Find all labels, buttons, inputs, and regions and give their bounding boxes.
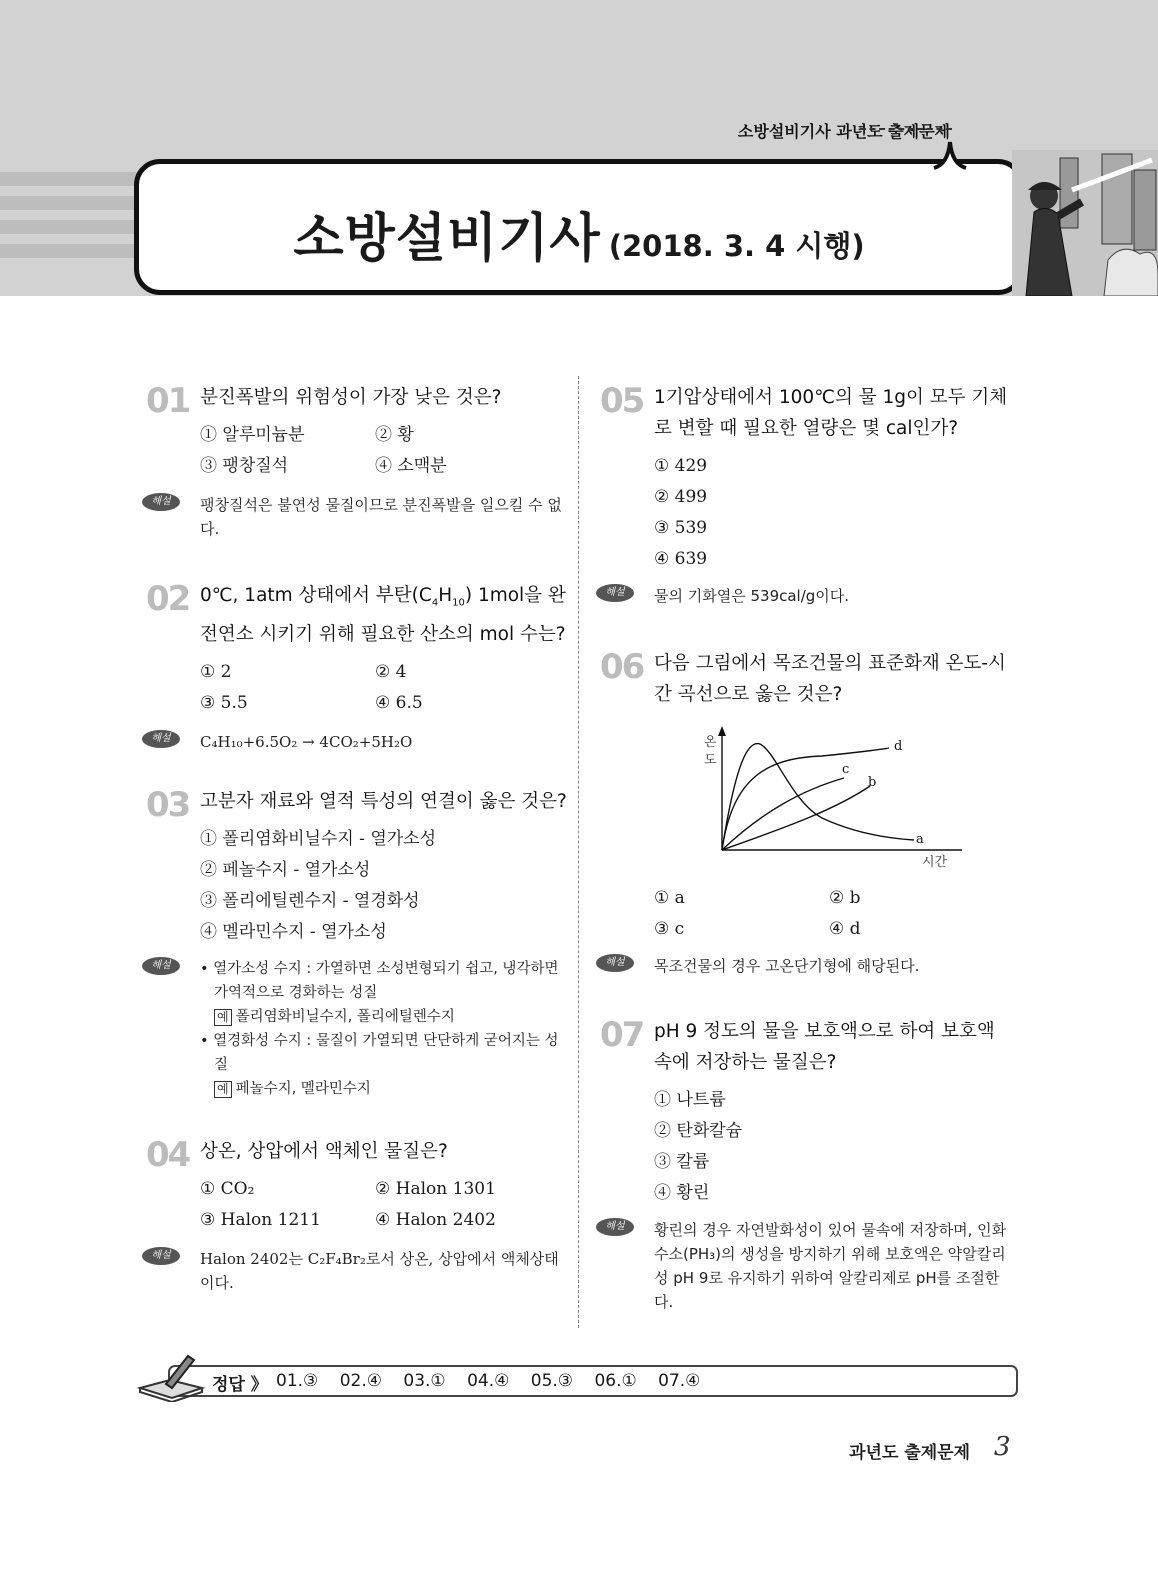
- question-number: 06: [600, 647, 644, 687]
- option: ④ 639: [654, 549, 708, 569]
- answer-item: 03.①: [403, 1371, 446, 1391]
- option: ② b: [829, 888, 861, 908]
- chart-ylabel-bottom: 도: [704, 753, 717, 768]
- explanation-text: 팽창질석은 불연성 물질이므로 분진폭발을 일으킬 수 없다.: [200, 496, 562, 538]
- explanation: [151, 957, 570, 1101]
- question-number: 03: [146, 785, 190, 825]
- option: ② 499: [654, 487, 708, 507]
- question-number: 04: [146, 1135, 190, 1175]
- explanation-badge-icon: 해설: [142, 493, 180, 511]
- options: [654, 454, 1014, 572]
- question-text: pH 9 정도의 물을 보호액으로 하여 보호액 속에 저장하는 물질은?: [654, 1021, 995, 1073]
- curve-a: [722, 744, 914, 850]
- option: ③ 팽창질석: [200, 456, 289, 476]
- explanation: [605, 954, 1014, 978]
- option: ④ d: [829, 919, 861, 939]
- curve-label-c: c: [842, 762, 850, 777]
- explanation-badge-icon: 해설: [142, 957, 180, 975]
- header-stripe: [0, 244, 140, 258]
- answer-item: 07.④: [658, 1371, 701, 1391]
- example-text: 페놀수지, 멜라민수지: [235, 1081, 371, 1097]
- question-text: 다음 그림에서 목조건물의 표준화재 온도-시간 곡선으로 옳은 것은?: [654, 653, 1006, 705]
- explanation: [605, 584, 1014, 608]
- title-main: 소방설비기사: [293, 209, 601, 269]
- explanation-badge-icon: 해설: [142, 730, 180, 748]
- answer-item: 06.①: [594, 1371, 637, 1391]
- question-subscript: 10: [452, 597, 465, 609]
- header-stripe: [0, 172, 150, 186]
- option: ① 2: [200, 661, 232, 682]
- question-text: 상온, 상압에서 액체인 물질은?: [200, 1141, 448, 1162]
- option: ② Halon 1301: [375, 1179, 496, 1199]
- option: ④ 소맥분: [375, 456, 447, 476]
- explanation: [151, 1247, 570, 1295]
- answer-label: 정답 》: [212, 1375, 268, 1395]
- example-mark: 예: [214, 1081, 232, 1098]
- explanation-text: 물의 기화열은 539cal/g이다.: [654, 587, 850, 605]
- title-sub: (2018. 3. 4 시행): [608, 229, 865, 263]
- question-text-part: 0℃, 1atm 상태에서 부탄(C: [200, 585, 432, 606]
- option: ① 429: [654, 456, 708, 476]
- option: ① 폴리염화비닐수지 - 열가소성: [200, 829, 437, 849]
- explanation-bullet: • 열경화성 수지 : 물질이 가열되면 단단하게 굳어지는 성질: [200, 1033, 559, 1073]
- curve-label-a: a: [916, 832, 924, 847]
- title-box: [134, 159, 1024, 295]
- curve-b: [722, 786, 870, 850]
- question-number: 05: [600, 381, 644, 421]
- explanation: [151, 730, 570, 754]
- explanation-text: 황린의 경우 자연발화성이 있어 물속에 저장하며, 인화수소(PH₃)의 생성을 방지하기 위해 보호액은 약알칼리성 pH 9로 유지하기 위하여 알칼리제로 pH를 조절한다.: [654, 1221, 1007, 1311]
- explanation-badge-icon: 해설: [596, 1218, 634, 1236]
- answer-item: 02.④: [339, 1371, 382, 1391]
- curve-c: [722, 778, 844, 850]
- answer-item: 01.③: [276, 1371, 319, 1391]
- question-text: 분진폭발의 위험성이 가장 낮은 것은?: [200, 387, 502, 408]
- question-text: 고분자 재료와 열적 특성의 연결이 옳은 것은?: [200, 791, 567, 812]
- option: ① 나트륨: [654, 1090, 726, 1110]
- explanation-text: Halon 2402는 C₂F₄Br₂로서 상온, 상압에서 액체상태이다.: [200, 1250, 559, 1292]
- question-text-part: H: [438, 585, 453, 606]
- book-pencil-icon: [136, 1350, 206, 1402]
- answer-item: 05.③: [530, 1371, 574, 1391]
- option: ③ 5.5: [200, 692, 248, 713]
- explanation-badge-icon: 해설: [142, 1247, 180, 1265]
- curve-label-b: b: [868, 775, 877, 790]
- explanation: [605, 1218, 1014, 1314]
- option: ④ 황린: [654, 1183, 710, 1203]
- column-divider: [578, 376, 579, 1328]
- option: ② 탄화칼슘: [654, 1121, 743, 1141]
- explanation-badge-icon: 해설: [596, 954, 634, 972]
- curve-label-d: d: [894, 739, 903, 754]
- caption-dashed-line: [860, 128, 952, 130]
- explanation-text: 목조건물의 경우 고온단기형에 해당된다.: [654, 957, 920, 975]
- option: ④ 멜라민수지 - 열가소성: [200, 922, 387, 942]
- explanation-text: C₄H₁₀+6.5O₂ → 4CO₂+5H₂O: [200, 732, 413, 751]
- y-axis-arrow-icon: [718, 726, 726, 736]
- page-title: [139, 196, 1019, 271]
- header-stripe: [0, 220, 140, 234]
- option: ③ c: [654, 919, 685, 939]
- question-number: 02: [146, 579, 190, 619]
- question-subscript: 4: [431, 597, 439, 609]
- example-mark: 예: [214, 1009, 232, 1026]
- curve-d: [722, 748, 888, 850]
- option: ③ Halon 1211: [200, 1210, 321, 1230]
- temperature-time-chart: [692, 722, 972, 872]
- chart-ylabel-top: 온: [704, 735, 717, 750]
- options: [200, 1177, 570, 1233]
- example-text: 폴리염화비닐수지, 폴리에틸렌수지: [235, 1009, 455, 1025]
- option: ① CO₂: [200, 1179, 255, 1199]
- question-text: 1기압상태에서 100℃의 물 1g이 모두 기체로 변할 때 필요한 열량은 몇 cal인가?: [654, 387, 1008, 439]
- option: ① a: [654, 888, 685, 908]
- answer-list: [276, 1371, 714, 1391]
- question-06-options: [605, 886, 1014, 978]
- option: ④ Halon 2402: [375, 1210, 496, 1230]
- page-number: 3: [994, 1432, 1011, 1462]
- question-text: [200, 580, 570, 650]
- option: ② 페놀수지 - 열가소성: [200, 860, 371, 880]
- question-number: 07: [600, 1015, 644, 1055]
- explanation: [151, 493, 570, 541]
- speech-notch: [930, 140, 970, 170]
- option: ④ 6.5: [375, 692, 423, 713]
- options: [654, 886, 1014, 942]
- explanation-example: [200, 1077, 570, 1101]
- options: [200, 660, 570, 716]
- option: ③ 폴리에틸렌수지 - 열경화성: [200, 891, 420, 911]
- firefighter-illustration-icon: [1012, 150, 1158, 296]
- option: ② 4: [375, 661, 407, 682]
- question-number: 01: [146, 381, 190, 421]
- options: [654, 1088, 1014, 1206]
- options: [200, 827, 570, 945]
- footer-text: 과년도 출제문제: [849, 1443, 970, 1463]
- option: ③ 539: [654, 518, 708, 538]
- question-06: [654, 648, 1014, 710]
- header-caption: 소방설비기사 과년도 출제문제: [737, 122, 950, 141]
- option: ② 황: [375, 425, 414, 445]
- option: ① 알루미늄분: [200, 425, 305, 445]
- explanation-badge-icon: 해설: [596, 584, 634, 602]
- chart-xlabel: 시간: [922, 855, 948, 870]
- options: [200, 423, 570, 479]
- explanation-bullet: • 열가소성 수지 : 가열하면 소성변형되기 쉽고, 냉각하면 가역적으로 경화하는 성질: [200, 961, 559, 1001]
- explanation-example: [200, 1005, 570, 1029]
- option: ③ 칼륨: [654, 1152, 710, 1172]
- answer-item: 04.④: [467, 1371, 510, 1391]
- header-stripe: [0, 196, 140, 210]
- question-text-part: ) 1mol을 완전연소 시키기 위해 필요한 산소의 mol 수는?: [200, 585, 566, 645]
